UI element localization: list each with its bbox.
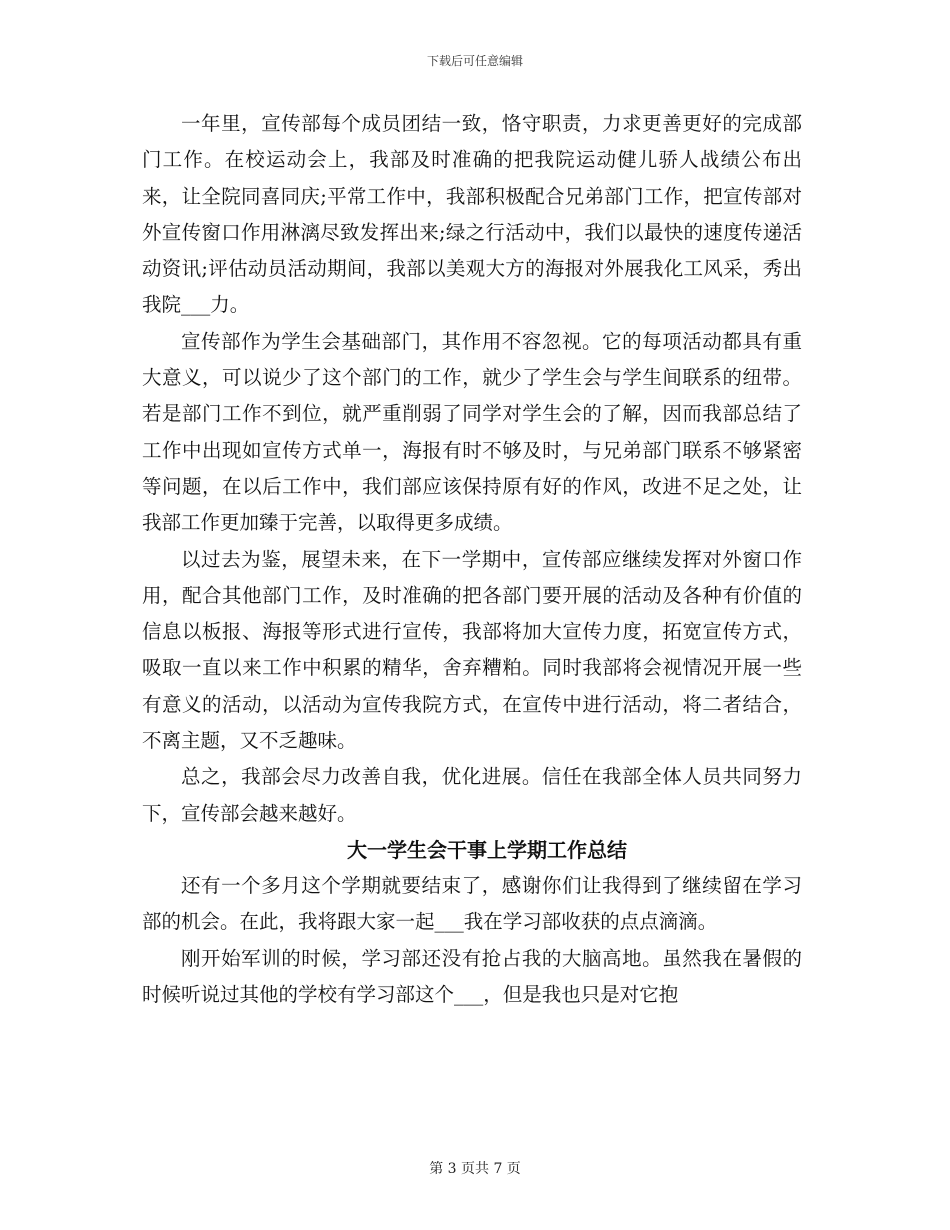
- paragraph: 一年里，宣传部每个成员团结一致，恪守职责，力求更善更好的完成部门工作。在校运动会上，我部及时准确的把我院运动健儿骄人战绩公布出来，让全院同喜同庆;平常工作中，我部积极配合兄弟部门工作，把宣传部对外宣传窗口作用淋漓尽致发挥出来;绿之行活动中，我们以最快的速度传递活动资讯;评估动员活动期间，我部以美观大方的海报对外展我化工风采，秀出我院___力。: [142, 112, 802, 317]
- paragraph: 刚开始军训的时候，学习部还没有抢占我的大脑高地。虽然我在暑假的时候听说过其他的学校有学习部这个___，但是我也只是对它抱: [142, 946, 802, 1006]
- page-header: 下载后可任意编辑: [426, 54, 523, 68]
- paragraph: 总之，我部会尽力改善自我，优化进展。信任在我部全体人员共同努力下，宣传部会越来越好。: [142, 765, 802, 825]
- paragraph: 以过去为鉴，展望未来，在下一学期中，宣传部应继续发挥对外窗口作用，配合其他部门工作，及时准确的把各部门要开展的活动及各种有价值的信息以板报、海报等形式进行宣传，我部将加大宣传力度，拓宽宣传方式，吸取一直以来工作中积累的精华，舍弃糟粕。同时我部将会视情况开展一些有意义的活动，以活动为宣传我院方式，在宣传中进行活动，将二者结合，不离主题，又不乏趣味。: [142, 547, 802, 753]
- paragraph: 还有一个多月这个学期就要结束了，感谢你们让我得到了继续留在学习部的机会。在此，我将跟大家一起___我在学习部收获的点点滴滴。: [142, 873, 802, 934]
- paragraph: 宣传部作为学生会基础部门，其作用不容忽视。它的每项活动都具有重大意义，可以说少了这个部门的工作，就少了学生会与学生间联系的纽带。若是部门工作不到位，就严重削弱了同学对学生会的了解，因而我部总结了工作中出现如宣传方式单一，海报有时不够及时，与兄弟部门联系不够紧密等问题，在以后工作中，我们部应该保持原有好的作风，改进不足之处，让我部工作更加臻于完善，以取得更多成绩。: [142, 329, 802, 535]
- document-body: [142, 106, 802, 1013]
- section-title: 大一学生会干事上学期工作总结: [347, 837, 627, 862]
- page-footer: 第 3 页共 7 页: [429, 1161, 521, 1177]
